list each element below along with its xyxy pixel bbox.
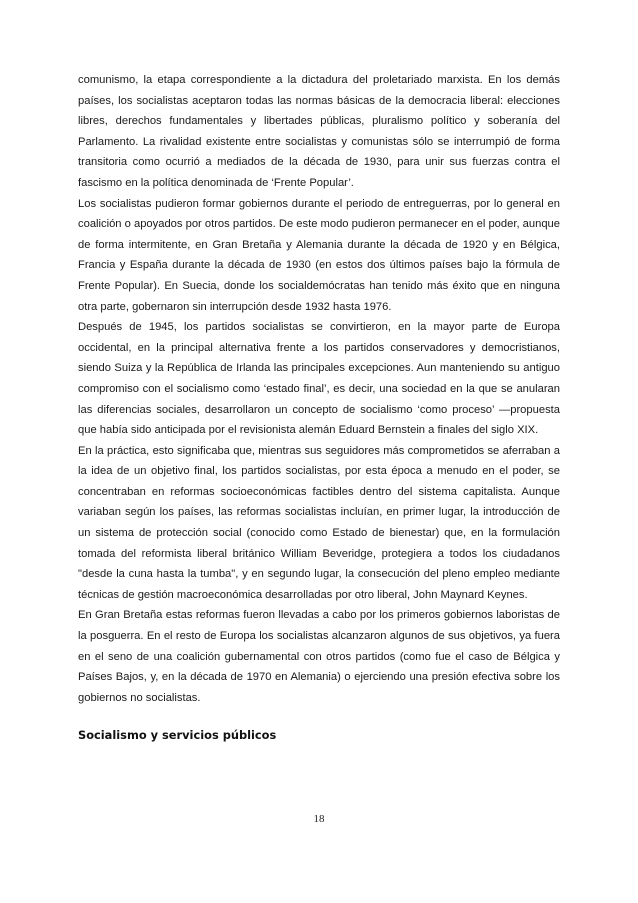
paragraph-4: En la práctica, esto significaba que, mientras sus seguidores más comprometidos se aferraban a la idea de un objetivo final, los partidos socialistas, por esta época a menudo en el poder, se concentraban en reformas socioeconómicas factibles dentro del sistema capitalista. Aunque variaban según los países, las reformas socialistas incluían, en primer lugar, la introducción de un sistema de protección social (conocido como Estado de bienestar) que, en la formulación tomada del reformista liberal británico William Beveridge, protegiera a todos los ciudadanos "desde la cuna hasta la tumba", y en segundo lugar, la consecución del pleno empleo mediante técnicas de gestión macroeconómica desarrolladas por otro liberal, John Maynard Keynes.	[78, 444, 560, 601]
page-number: 18	[313, 813, 325, 825]
paragraph-1: comunismo, la etapa correspondiente a la dictadura del proletariado marxista. En los demás países, los socialistas aceptaron todas las normas básicas de la democracia liberal: elecciones libres, derechos fundamentales y libertades públicas, pluralismo político y soberanía del Parlamento. La rivalidad existente entre socialistas y comunistas sólo se interrumpió de forma transitoria como ocurrió a mediados de la década de 1930, para unir sus fuerzas contra el fascismo en la política denominada de ‘Frente Popular’.	[78, 74, 560, 189]
paragraph-3: Después de 1945, los partidos socialistas se convirtieron, en la mayor parte de Europa occidental, en la principal alternativa frente a los partidos conservadores y democristianos, siendo Suiza y la República de Irlanda las principales excepciones. Aun manteniendo su antiguo compromiso con el socialismo como ‘estado final’, es decir, una sociedad en la que se anularan las diferencias sociales, desarrollaron un concepto de socialismo ‘como proceso’ —propuesta que había sido anticipada por el revisionista alemán Eduard Bernstein a finales del siglo XIX.	[78, 321, 560, 437]
paragraph-2: Los socialistas pudieron formar gobiernos durante el periodo de entreguerras, por lo general en coalición o apoyados por otros partidos. De este modo pudieron permanecer en el poder, aunque de forma intermitente, en Gran Bretaña y Alemania durante la década de 1920 y en Bélgica, Francia y España durante la década de 1930 (en estos dos últimos países bajo la fórmula de Frente Popular). En Suecia, donde los socialdemócratas han tenido más éxito que en ninguna otra parte, gobernaron sin interrupción desde 1932 hasta 1976.	[78, 197, 560, 313]
page-body	[78, 70, 560, 744]
paragraph-5: En Gran Bretaña estas reformas fueron llevadas a cabo por los primeros gobiernos laboristas de la posguerra. En el resto de Europa los socialistas alcanzaron algunos de sus objetivos, ya fuera en el seno de una coalición gubernamental con otros partidos (como fue el caso de Bélgica y Países Bajos, y, en la década de 1970 en Alemania) o ejerciendo una presión efectiva sobre los gobiernos no socialistas.	[78, 609, 560, 704]
section-heading: Socialismo y servicios públicos	[78, 728, 277, 743]
